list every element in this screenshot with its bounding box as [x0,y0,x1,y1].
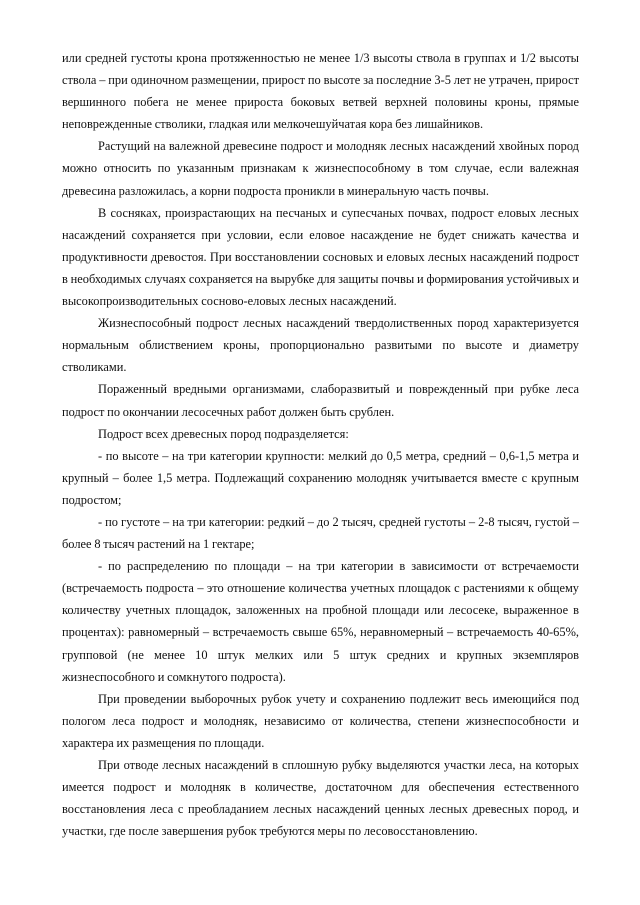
paragraph-1: или средней густоты крона протяженностью не менее 1/3 высоты ствола в группах и 1/2 высоты ствола – при одиночном размещении, прирост по высоте за последние 3-5 лет не утрачен, прирост вершинного побега не менее прироста боковых ветвей верхней половины кроны, прямые неповрежденные стволики, гладкая или мелкочешуйчатая кора без лишайников. [62,51,579,132]
paragraph-5: Пораженный вредными организмами, слаборазвитый и поврежденный при рубке леса подрост по окончании лесосечных работ должен быть срублен. [62,382,579,419]
paragraph-2: Растущий на валежной древесине подрост и молодняк лесных насаждений хвойных пород можно относить по указанным признакам к жизнеспособному в том случае, если валежная древесина разложилась, а корни подроста проникли в минеральную часть почвы. [62,139,579,198]
paragraph-8: - по густоте – на три категории: редкий – до 2 тысяч, средней густоты – 2-8 тысяч, густой – более 8 тысяч растений на 1 гектаре; [62,514,579,552]
paragraph-4: Жизнеспособный подрост лесных насаждений твердолиственных пород характеризуется нормальным облиствением кроны, пропорционально развитыми по высоте и диаметру стволиками. [62,316,579,375]
paragraph-9: - по распределению по площади – на три категории в зависимости от встречаемости (встречаемость подроста – это отношение количества учетных площадок с растениями к общему количеству учетных площадок, заложенных на пробной площади или лесосеке, выраженное в процентах): равномерный – встречаемость свыше 65%, неравномерный – встречаемость 40-65%, групповой (не менее 10 штук мелких или 5 штук средних и крупных экземпляров жизнеспособного и сомкнутого подроста). [62,559,579,684]
paragraph-7: - по высоте – на три категории крупности: мелкий до 0,5 метра, средний – 0,6-1,5 метра и крупный – более 1,5 метра. Подлежащий сохранению молодняк учитывается вместе с крупным подростом; [62,448,579,507]
paragraph-10: При проведении выборочных рубок учету и сохранению подлежит весь имеющийся под пологом леса подрост и молодняк, независимо от количества, степени жизнеспособности и характера их размещения по площади. [62,691,579,750]
paragraph-3: В сосняках, произрастающих на песчаных и супесчаных почвах, подрост еловых лесных насаждений сохраняется при условии, если еловое насаждение не будет снижать качества и продуктивности древостоя. При восстановлении сосновых и еловых лесных насаждений подрост в необходимых случаях сохраняется на вырубке для защиты почвы и формирования устойчивых и высокопроизводительных сосново-еловых лесных насаждений. [62,205,579,309]
paragraph-6: Подрост всех древесных пород подразделяется: [98,426,349,441]
paragraph-11: При отводе лесных насаждений в сплошную рубку выделяются участки леса, на которых имеется подрост и молодняк в количестве, достаточном для обеспечения естественного восстановления леса с преобладанием лесных насаждений ценных лесных древесных пород, и участки, где после завершения рубок требуются меры по лесовосстановлению. [62,758,579,839]
document-body [62,47,579,842]
